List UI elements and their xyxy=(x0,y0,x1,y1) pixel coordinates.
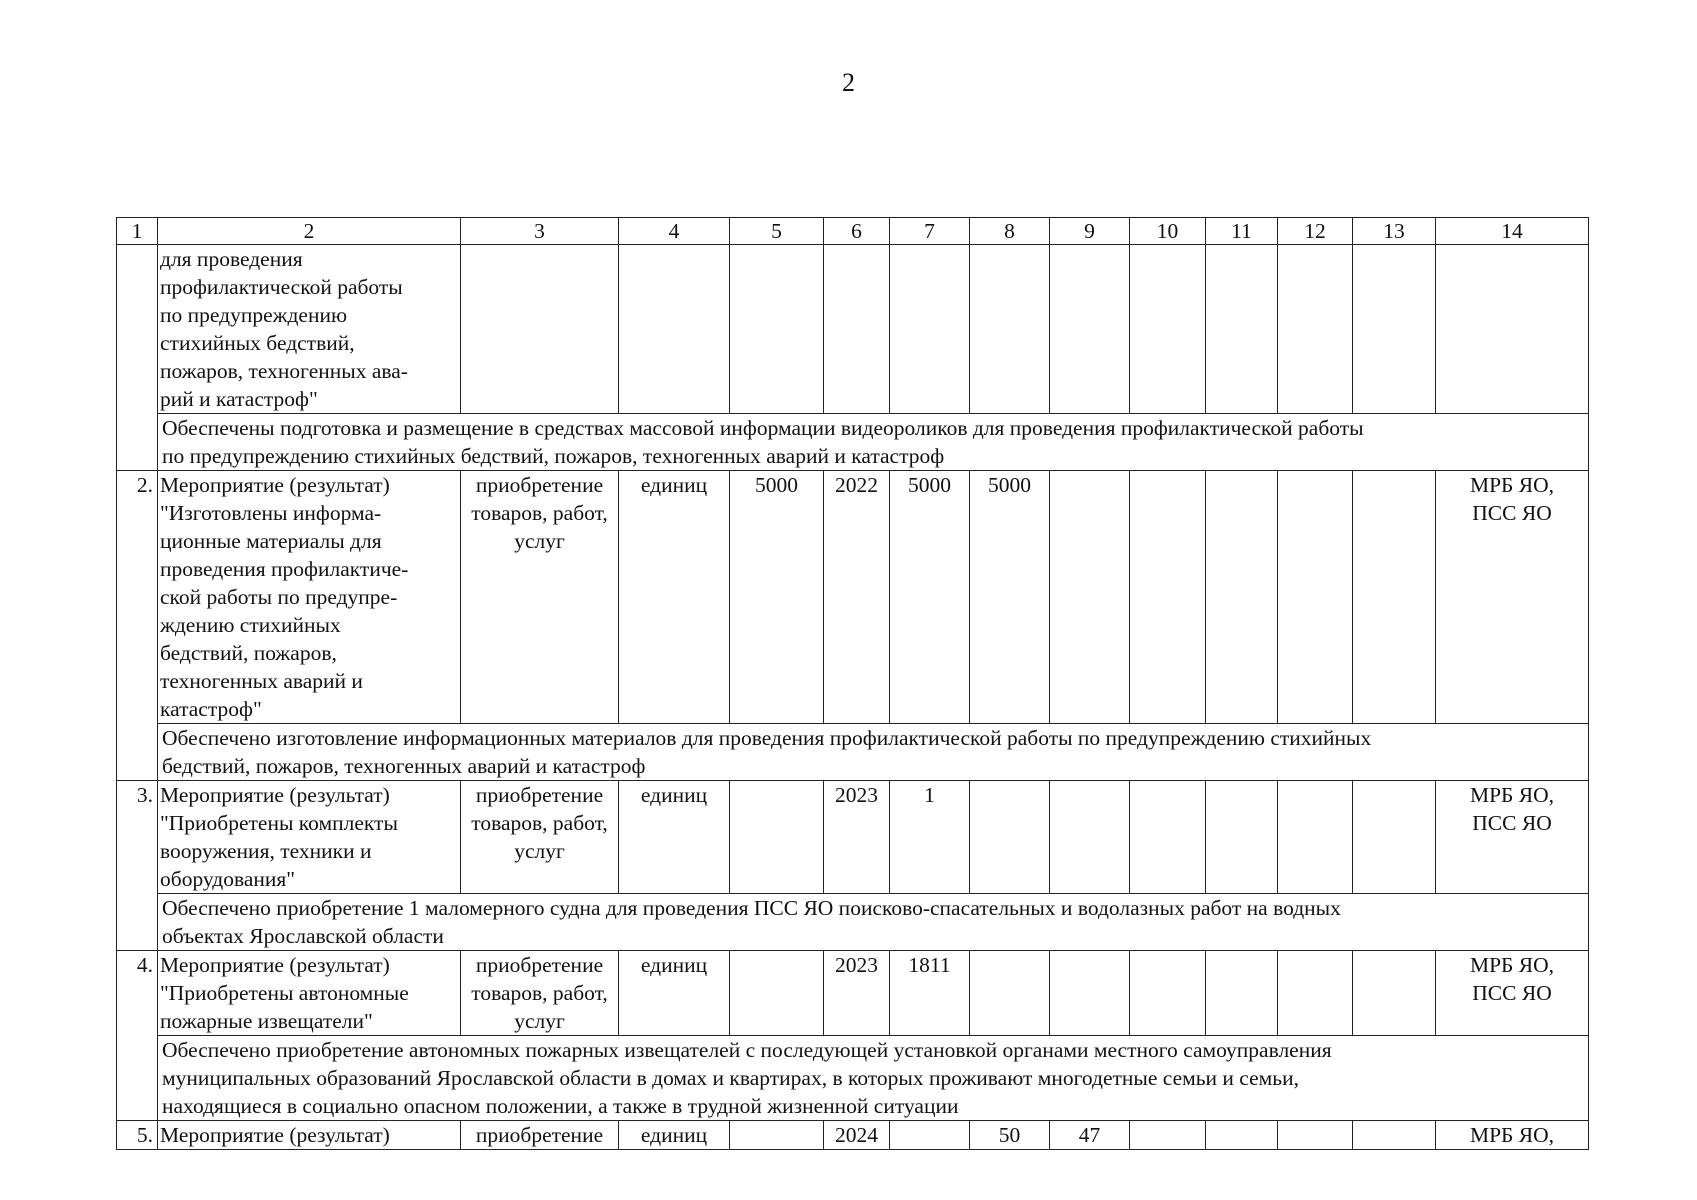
responsible-cell: МРБ ЯО, ПСС ЯО xyxy=(1436,781,1589,894)
column-number: 13 xyxy=(1353,218,1436,245)
row-number-cell: 5. xyxy=(117,1121,158,1150)
measures-table xyxy=(116,217,1589,1150)
column-number-row xyxy=(117,218,1589,245)
base-year-cell: 2024 xyxy=(824,1121,890,1150)
responsible-cell: МРБ ЯО, xyxy=(1436,1121,1589,1150)
result-description: Обеспечено изготовление информационных материалов для проведения профилактической работы по предупреждению стихийных бедствий, пожаров, техногенных аварий и катастроф xyxy=(158,724,1589,781)
base-value-cell xyxy=(730,781,824,894)
base-value-cell xyxy=(730,951,824,1036)
base-value-cell: 5000 xyxy=(730,471,824,724)
value-cell xyxy=(1050,471,1130,724)
value-cell xyxy=(970,951,1050,1036)
value-cell: 1 xyxy=(890,781,970,894)
measure-name-cell: для проведения профилактической работы по предупреждению стихийных бедствий, пожаров, техногенных ава- рий и катастроф" xyxy=(158,245,461,414)
column-number: 1 xyxy=(117,218,158,245)
column-number: 7 xyxy=(890,218,970,245)
funding-type-cell: приобретение товаров, работ, услуг xyxy=(461,951,619,1036)
value-cell: 5000 xyxy=(970,471,1050,724)
row-number-cell xyxy=(117,245,158,471)
measure-name-cell: Мероприятие (результат) "Приобретены комплекты вооружения, техники и оборудования" xyxy=(158,781,461,894)
table-row xyxy=(117,471,1589,724)
row-number-cell: 4. xyxy=(117,951,158,1121)
table-row xyxy=(117,245,1589,414)
value-cell: 50 xyxy=(970,1121,1050,1150)
unit-cell: единиц xyxy=(619,781,730,894)
column-number: 3 xyxy=(461,218,619,245)
responsible-cell: МРБ ЯО, ПСС ЯО xyxy=(1436,471,1589,724)
column-number: 2 xyxy=(158,218,461,245)
value-cell xyxy=(1050,781,1130,894)
measure-name-cell: Мероприятие (результат) "Приобретены автономные пожарные извещатели" xyxy=(158,951,461,1036)
value-cell: 1811 xyxy=(890,951,970,1036)
funding-type-cell: приобретение xyxy=(461,1121,619,1150)
row-number-cell: 3. xyxy=(117,781,158,951)
value-cell xyxy=(890,1121,970,1150)
responsible-cell: МРБ ЯО, ПСС ЯО xyxy=(1436,951,1589,1036)
unit-cell: единиц xyxy=(619,951,730,1036)
column-number: 8 xyxy=(970,218,1050,245)
column-number: 14 xyxy=(1436,218,1589,245)
measure-name-cell: Мероприятие (результат) "Изготовлены информа- ционные материалы для проведения профилактиче- ской работы по предупре- ждению стихийных бедствий, пожаров, техногенных аварий и катастроф" xyxy=(158,471,461,724)
result-description-row xyxy=(117,414,1589,471)
measure-name-cell: Мероприятие (результат) xyxy=(158,1121,461,1150)
column-number: 12 xyxy=(1278,218,1353,245)
result-description: Обеспечены подготовка и размещение в средствах массовой информации видеороликов для проведения профилактической работы по предупреждению стихийных бедствий, пожаров, техногенных аварий и катастроф xyxy=(158,414,1589,471)
page-number: 2 xyxy=(842,68,855,97)
result-description-row xyxy=(117,1036,1589,1121)
base-year-cell: 2023 xyxy=(824,781,890,894)
result-description-row xyxy=(117,724,1589,781)
funding-type-cell: приобретение товаров, работ, услуг xyxy=(461,471,619,724)
value-cell: 47 xyxy=(1050,1121,1130,1150)
column-number: 4 xyxy=(619,218,730,245)
column-number: 10 xyxy=(1130,218,1206,245)
base-year-cell: 2022 xyxy=(824,471,890,724)
column-number: 11 xyxy=(1206,218,1278,245)
result-description-row xyxy=(117,894,1589,951)
table-row xyxy=(117,951,1589,1036)
column-number: 9 xyxy=(1050,218,1130,245)
table-row xyxy=(117,1121,1589,1150)
value-cell xyxy=(1050,951,1130,1036)
unit-cell: единиц xyxy=(619,471,730,724)
base-value-cell xyxy=(730,1121,824,1150)
value-cell: 5000 xyxy=(890,471,970,724)
table-row xyxy=(117,781,1589,894)
row-number-cell: 2. xyxy=(117,471,158,781)
funding-type-cell: приобретение товаров, работ, услуг xyxy=(461,781,619,894)
result-description: Обеспечено приобретение 1 маломерного судна для проведения ПСС ЯО поисково-спасательных и водолазных работ на водных объектах Ярославской области xyxy=(158,894,1589,951)
base-year-cell: 2023 xyxy=(824,951,890,1036)
column-number: 5 xyxy=(730,218,824,245)
unit-cell: единиц xyxy=(619,1121,730,1150)
result-description: Обеспечено приобретение автономных пожарных извещателей с последующей установкой органами местного самоуправления муниципальных образований Ярославской области в домах и квартирах, в которых проживают многодетные семьи и семьи, находящиеся в социально опасном положении, а также в трудной жизненной ситуации xyxy=(158,1036,1589,1121)
column-number: 6 xyxy=(824,218,890,245)
value-cell xyxy=(970,781,1050,894)
